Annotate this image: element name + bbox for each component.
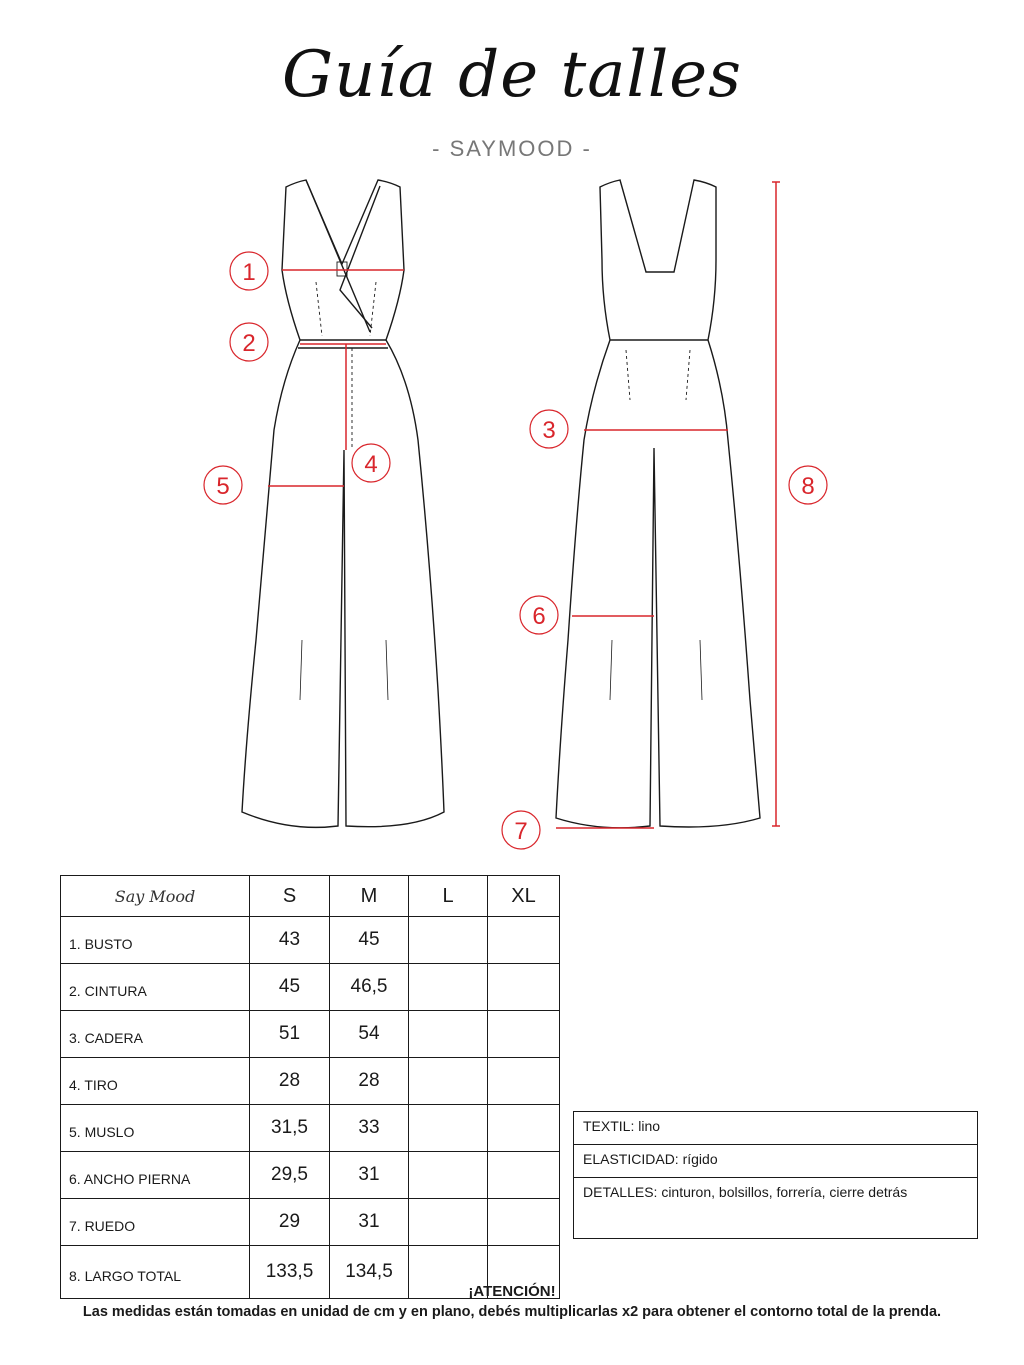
column-header-m: M — [330, 876, 409, 917]
svg-text:1: 1 — [242, 259, 256, 286]
cell-xl — [488, 1058, 560, 1105]
cell-xl — [488, 1105, 560, 1152]
cell-xl — [488, 917, 560, 964]
row-label: 8. LARGO TOTAL — [61, 1246, 250, 1299]
row-label: 4. TIRO — [61, 1058, 250, 1105]
cell-m: 31 — [330, 1152, 409, 1199]
cell-m: 33 — [330, 1105, 409, 1152]
cell-m: 54 — [330, 1011, 409, 1058]
size-table — [60, 875, 560, 1299]
cell-s: 45 — [250, 964, 330, 1011]
table-row — [61, 1105, 560, 1152]
marker-6 — [520, 596, 558, 634]
svg-text:4: 4 — [364, 451, 378, 478]
cell-s: 28 — [250, 1058, 330, 1105]
brand-subtitle: - SAYMOOD - — [432, 136, 592, 161]
column-header-l: L — [409, 876, 488, 917]
cell-m: 46,5 — [330, 964, 409, 1011]
marker-5 — [204, 466, 242, 504]
cell-l — [409, 1058, 488, 1105]
cell-s: 29 — [250, 1199, 330, 1246]
cell-xl — [488, 964, 560, 1011]
cell-l — [409, 1011, 488, 1058]
table-row — [61, 1199, 560, 1246]
cell-s: 31,5 — [250, 1105, 330, 1152]
page-title: Guía de talles — [281, 38, 743, 112]
svg-text:7: 7 — [514, 818, 528, 845]
fabric-detalles: DETALLES: cinturon, bolsillos, forrería, cierre detrás — [574, 1178, 978, 1239]
cell-l — [409, 1199, 488, 1246]
row-label: 2. CINTURA — [61, 964, 250, 1011]
marker-4 — [352, 444, 390, 482]
table-header-row — [61, 876, 560, 917]
row-label: 6. ANCHO PIERNA — [61, 1152, 250, 1199]
marker-3 — [530, 410, 568, 448]
cell-m: 134,5 — [330, 1246, 409, 1299]
row-label: 5. MUSLO — [61, 1105, 250, 1152]
table-row — [61, 1152, 560, 1199]
table-row — [61, 1058, 560, 1105]
svg-text:2: 2 — [242, 330, 256, 357]
cell-l — [409, 964, 488, 1011]
marker-7 — [502, 811, 540, 849]
fabric-elasticidad: ELASTICIDAD: rígido — [574, 1145, 978, 1178]
svg-text:6: 6 — [532, 603, 546, 630]
table-row — [61, 964, 560, 1011]
marker-8 — [789, 466, 827, 504]
column-header-s: S — [250, 876, 330, 917]
notice-title: ¡ATENCIÓN! — [468, 1283, 556, 1300]
cell-m: 45 — [330, 917, 409, 964]
cell-l — [409, 1152, 488, 1199]
table-row — [61, 1011, 560, 1058]
brand-logo: Say Mood — [61, 876, 250, 917]
marker-2 — [230, 323, 268, 361]
marker-1 — [230, 252, 268, 290]
row-label: 7. RUEDO — [61, 1199, 250, 1246]
cell-m: 31 — [330, 1199, 409, 1246]
fabric-info-table — [573, 1111, 978, 1239]
fabric-textil: TEXTIL: lino — [574, 1112, 978, 1145]
row-label: 1. BUSTO — [61, 917, 250, 964]
svg-text:5: 5 — [216, 473, 230, 500]
front-jumpsuit-drawing — [242, 180, 444, 827]
cell-xl — [488, 1152, 560, 1199]
cell-s: 51 — [250, 1011, 330, 1058]
cell-xl — [488, 1199, 560, 1246]
cell-s: 133,5 — [250, 1246, 330, 1299]
row-label: 3. CADERA — [61, 1011, 250, 1058]
cell-s: 43 — [250, 917, 330, 964]
notice-text: Las medidas están tomadas en unidad de cm y en plano, debés multiplicarlas x2 para obtener el contorno total de la prenda. — [82, 1304, 942, 1320]
cell-m: 28 — [330, 1058, 409, 1105]
svg-text:8: 8 — [801, 473, 815, 500]
cell-s: 29,5 — [250, 1152, 330, 1199]
cell-l — [409, 1105, 488, 1152]
cell-l — [409, 917, 488, 964]
column-header-xl: XL — [488, 876, 560, 917]
svg-text:3: 3 — [542, 417, 556, 444]
table-row — [61, 917, 560, 964]
back-jumpsuit-drawing — [556, 180, 760, 828]
cell-xl — [488, 1011, 560, 1058]
